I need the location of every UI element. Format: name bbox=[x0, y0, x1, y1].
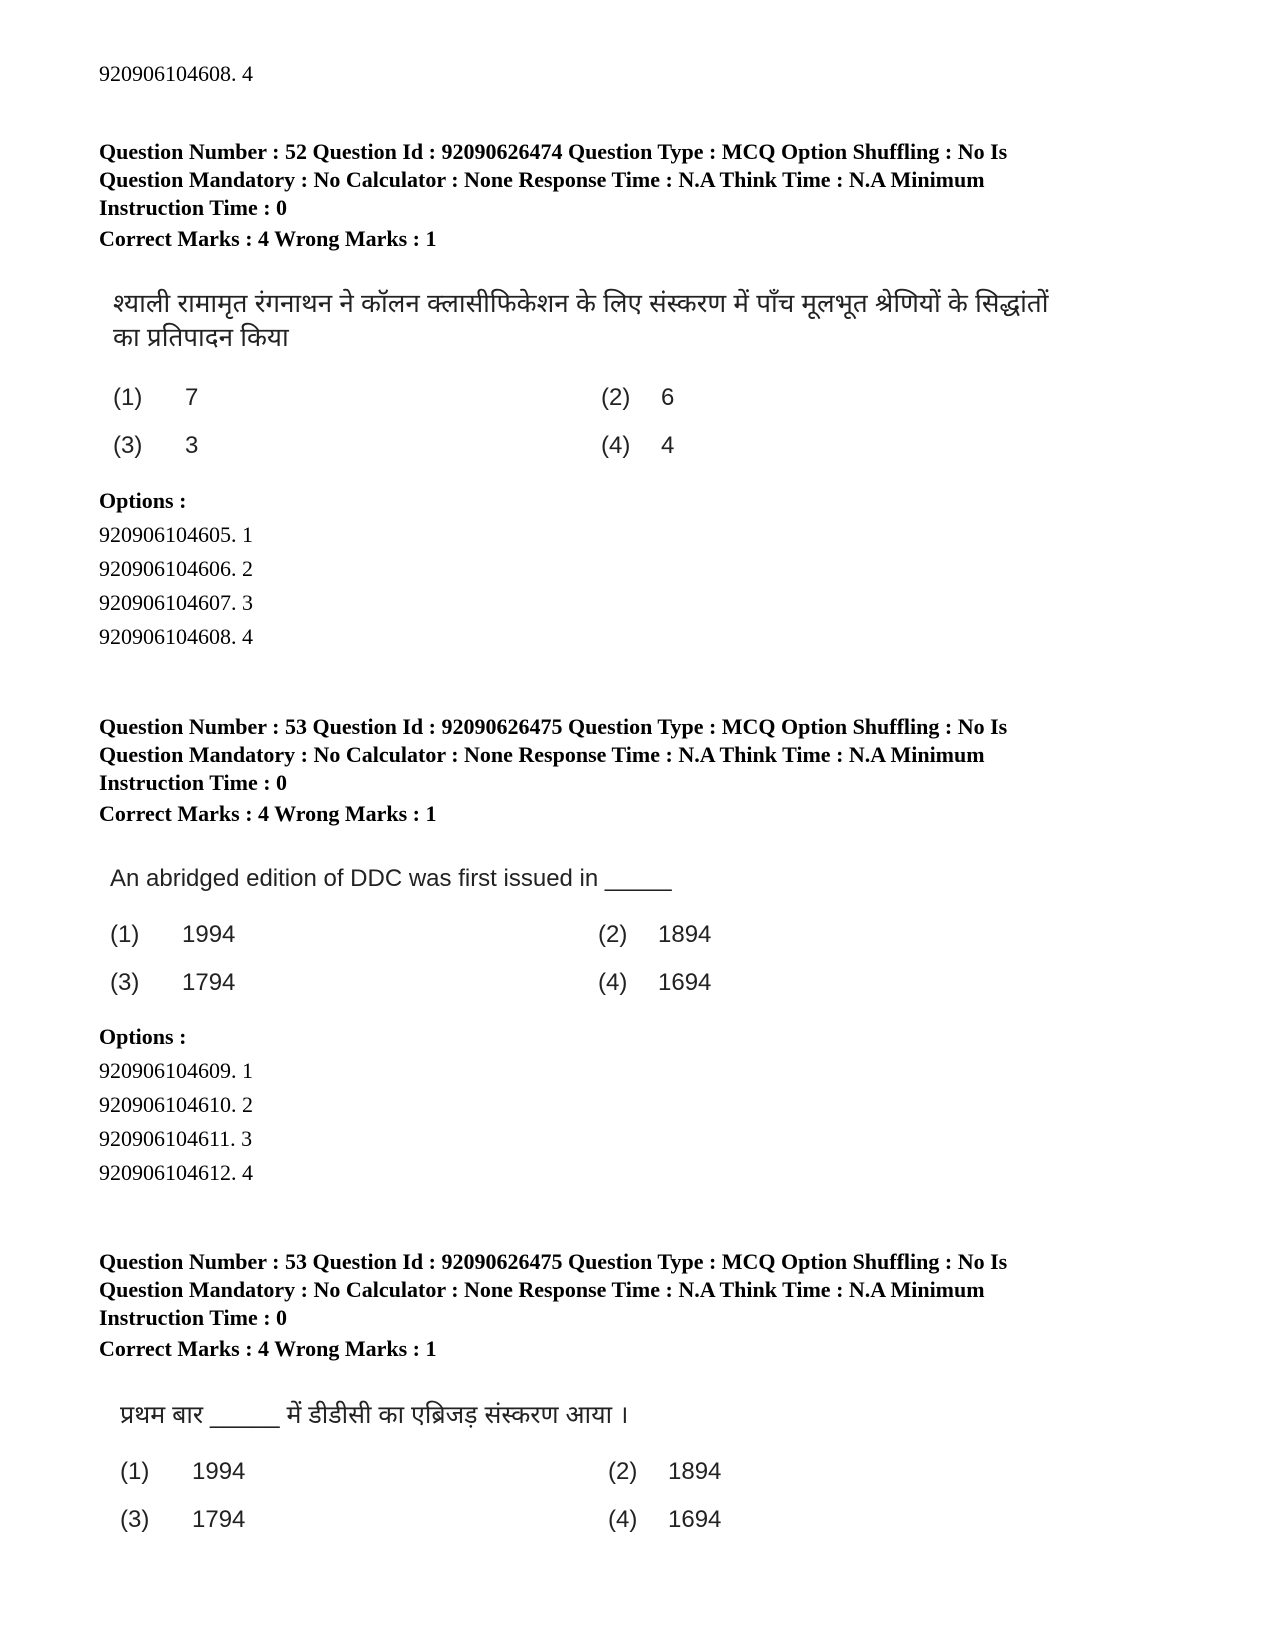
choice-value: 1694 bbox=[658, 969, 712, 996]
choice-value: 1694 bbox=[668, 1506, 722, 1533]
question-text-line: का प्रतिपादन किया bbox=[113, 322, 289, 352]
option-id-line: 920906104610. 2 bbox=[99, 1092, 253, 1117]
options-heading: Options : bbox=[99, 1024, 187, 1049]
choice-value: 1894 bbox=[658, 921, 712, 948]
choice-value: 1794 bbox=[182, 969, 236, 996]
choice-4 bbox=[608, 1503, 808, 1537]
marks-line: Correct Marks : 4 Wrong Marks : 1 bbox=[99, 226, 437, 251]
question-meta bbox=[99, 713, 1199, 797]
meta-line: Question Mandatory : No Calculator : None Response Time : N.A Think Time : N.A Minimum bbox=[99, 742, 985, 767]
choice-4 bbox=[601, 429, 801, 463]
choice-number: (2) bbox=[601, 384, 631, 411]
question-meta bbox=[99, 138, 1199, 222]
choice-number: (3) bbox=[113, 432, 143, 459]
choice-number: (4) bbox=[598, 969, 628, 996]
options-list bbox=[99, 1020, 253, 1190]
meta-line: Question Number : 53 Question Id : 92090626475 Question Type : MCQ Option Shuffling : No Is bbox=[99, 1249, 1008, 1274]
choice-value: 7 bbox=[185, 384, 199, 411]
option-id-line: 920906104612. 4 bbox=[99, 1160, 253, 1185]
question-image bbox=[113, 286, 1048, 354]
option-id-line: 920906104611. 3 bbox=[99, 1126, 253, 1151]
options-list bbox=[99, 484, 253, 654]
question-text-line: श्याली रामामृत रंगनाथन ने कॉलन क्लासीफिकेशन के लिए संस्करण में पाँच मूलभूत श्रेणियों के सिद्धांतों bbox=[113, 288, 1049, 318]
option-id-line: 920906104605. 1 bbox=[99, 522, 253, 547]
choice-number: (1) bbox=[113, 384, 143, 411]
choice-number: (4) bbox=[608, 1506, 638, 1533]
question-image bbox=[110, 862, 672, 896]
choice-4 bbox=[598, 966, 798, 1000]
meta-line: Question Mandatory : No Calculator : None Response Time : N.A Think Time : N.A Minimum bbox=[99, 1277, 985, 1302]
question-image bbox=[120, 1398, 628, 1432]
previous-option-line: 920906104608. 4 bbox=[99, 61, 253, 86]
question-text-line: प्रथम बार _____ में डीडीसी का एब्रिजड़ संस्करण आया । bbox=[120, 1401, 629, 1429]
choice-value: 1994 bbox=[192, 1458, 246, 1485]
meta-line: Question Number : 52 Question Id : 92090626474 Question Type : MCQ Option Shuffling : No Is bbox=[99, 139, 1008, 164]
choice-2 bbox=[601, 381, 801, 415]
meta-line: Instruction Time : 0 bbox=[99, 195, 288, 220]
choice-value: 1894 bbox=[668, 1458, 722, 1485]
choice-1 bbox=[113, 381, 601, 415]
question-text-line: An abridged edition of DDC was first issued in _____ bbox=[110, 865, 672, 892]
option-id-line: 920906104606. 2 bbox=[99, 556, 253, 581]
choice-value: 4 bbox=[661, 432, 675, 459]
choice-2 bbox=[608, 1455, 808, 1489]
choice-1 bbox=[110, 918, 598, 952]
marks-line: Correct Marks : 4 Wrong Marks : 1 bbox=[99, 801, 437, 826]
question-meta bbox=[99, 1248, 1199, 1332]
choice-value: 1994 bbox=[182, 921, 236, 948]
marks-line: Correct Marks : 4 Wrong Marks : 1 bbox=[99, 1336, 437, 1361]
choice-number: (3) bbox=[110, 969, 140, 996]
choice-number: (2) bbox=[598, 921, 628, 948]
answer-choices bbox=[120, 1455, 808, 1537]
choice-1 bbox=[120, 1455, 608, 1489]
answer-choices bbox=[110, 918, 798, 1000]
choice-number: (1) bbox=[120, 1458, 150, 1485]
answer-choices bbox=[113, 381, 801, 463]
choice-value: 6 bbox=[661, 384, 675, 411]
choice-number: (1) bbox=[110, 921, 140, 948]
choice-value: 1794 bbox=[192, 1506, 246, 1533]
choice-3 bbox=[110, 966, 598, 1000]
choice-number: (4) bbox=[601, 432, 631, 459]
option-id-line: 920906104607. 3 bbox=[99, 590, 253, 615]
meta-line: Question Mandatory : No Calculator : None Response Time : N.A Think Time : N.A Minimum bbox=[99, 167, 985, 192]
choice-value: 3 bbox=[185, 432, 199, 459]
meta-line: Question Number : 53 Question Id : 92090626475 Question Type : MCQ Option Shuffling : No Is bbox=[99, 714, 1008, 739]
meta-line: Instruction Time : 0 bbox=[99, 1305, 288, 1330]
choice-number: (2) bbox=[608, 1458, 638, 1485]
choice-2 bbox=[598, 918, 798, 952]
choice-3 bbox=[120, 1503, 608, 1537]
choice-number: (3) bbox=[120, 1506, 150, 1533]
options-heading: Options : bbox=[99, 488, 187, 513]
meta-line: Instruction Time : 0 bbox=[99, 770, 288, 795]
option-id-line: 920906104609. 1 bbox=[99, 1058, 253, 1083]
option-id-line: 920906104608. 4 bbox=[99, 624, 253, 649]
choice-3 bbox=[113, 429, 601, 463]
